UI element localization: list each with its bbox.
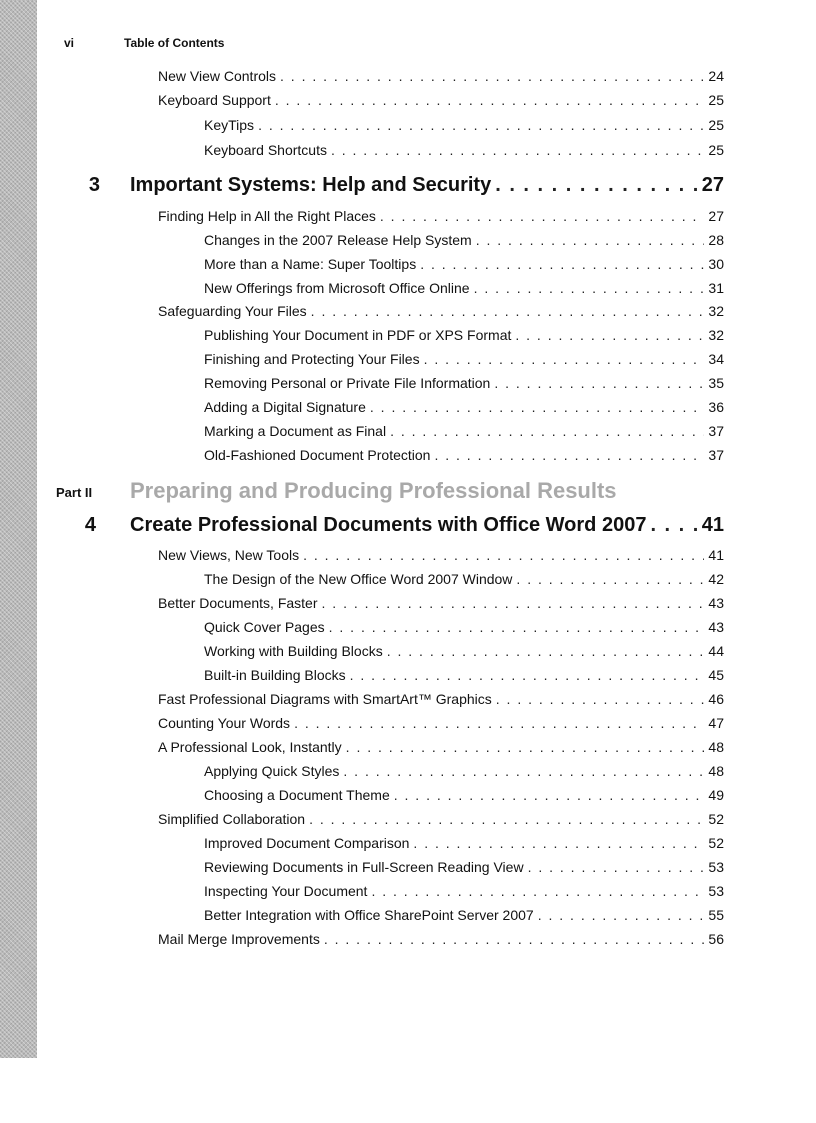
toc-entry-title: Choosing a Document Theme bbox=[204, 787, 390, 803]
toc-entry-title: New Views, New Tools bbox=[158, 547, 300, 563]
toc-entry-page: 48 bbox=[708, 739, 724, 755]
toc-chapter-3[interactable] bbox=[130, 174, 724, 202]
toc-entry-page: 35 bbox=[708, 375, 724, 391]
dot-leader bbox=[496, 691, 705, 707]
toc-entry-page: 43 bbox=[708, 595, 724, 611]
toc-entry-title: Inspecting Your Document bbox=[204, 883, 368, 899]
toc-entry-title: Changes in the 2007 Release Help System bbox=[204, 232, 472, 248]
chapter-number: 3 bbox=[88, 174, 100, 196]
dot-leader bbox=[424, 351, 705, 367]
dot-leader bbox=[515, 327, 704, 343]
toc-entry-page: 27 bbox=[708, 208, 724, 224]
toc-entry-keytips[interactable] bbox=[204, 117, 724, 139]
toc-entry-page: 55 bbox=[708, 907, 724, 923]
dot-leader bbox=[258, 117, 704, 133]
toc-entry[interactable] bbox=[204, 763, 724, 785]
toc-entry[interactable] bbox=[204, 883, 724, 905]
toc-entry-page: 53 bbox=[708, 859, 724, 875]
toc-entry-keyboard-shortcuts[interactable] bbox=[204, 142, 724, 164]
chapter-page: 41 bbox=[701, 514, 724, 536]
toc-entry-title: The Design of the New Office Word 2007 Window bbox=[204, 571, 513, 587]
dot-leader bbox=[324, 931, 705, 947]
running-head-title: Table of Contents bbox=[124, 36, 225, 50]
toc-entry-page: 28 bbox=[708, 232, 724, 248]
toc-entry-page: 31 bbox=[708, 280, 724, 296]
toc-entry[interactable] bbox=[158, 208, 724, 230]
toc-entry[interactable] bbox=[158, 547, 724, 569]
toc-entry-title: Finding Help in All the Right Places bbox=[158, 208, 376, 224]
toc-entry[interactable] bbox=[204, 619, 724, 641]
toc-entry-page: 49 bbox=[708, 787, 724, 803]
running-head bbox=[0, 36, 816, 54]
toc-entry-page: 52 bbox=[708, 835, 724, 851]
toc-entry[interactable] bbox=[204, 907, 724, 929]
toc-entry[interactable] bbox=[158, 691, 724, 713]
toc-entry-title: Quick Cover Pages bbox=[204, 619, 325, 635]
toc-entry-page: 37 bbox=[708, 447, 724, 463]
dot-leader bbox=[650, 514, 697, 537]
dot-leader bbox=[528, 859, 705, 875]
toc-entry-page: 25 bbox=[708, 142, 724, 158]
toc-entry-page: 52 bbox=[708, 811, 724, 827]
chapter-page: 27 bbox=[701, 174, 724, 196]
dot-leader bbox=[294, 715, 704, 731]
toc-entry-title: Finishing and Protecting Your Files bbox=[204, 351, 420, 367]
chapter-title: Create Professional Documents with Office Word 2007 bbox=[130, 514, 647, 536]
dot-leader bbox=[495, 174, 698, 197]
toc-entry[interactable] bbox=[204, 399, 724, 421]
toc-entry-title: Built-in Building Blocks bbox=[204, 667, 346, 683]
dot-leader bbox=[275, 92, 705, 108]
dot-leader bbox=[516, 571, 704, 587]
toc-entry[interactable] bbox=[204, 280, 724, 302]
toc-entry-title: Better Documents, Faster bbox=[158, 595, 318, 611]
toc-entry[interactable] bbox=[204, 351, 724, 373]
page-edge-spine bbox=[0, 0, 37, 1058]
toc-entry[interactable] bbox=[204, 571, 724, 593]
toc-entry[interactable] bbox=[158, 303, 724, 325]
toc-entry[interactable] bbox=[204, 327, 724, 349]
dot-leader bbox=[329, 619, 705, 635]
toc-entry-title: Safeguarding Your Files bbox=[158, 303, 307, 319]
dot-leader bbox=[343, 763, 704, 779]
toc-entry-title: Removing Personal or Private File Information bbox=[204, 375, 491, 391]
dot-leader bbox=[280, 68, 704, 84]
dot-leader bbox=[420, 256, 704, 272]
part-title[interactable]: Preparing and Producing Professional Results bbox=[130, 478, 617, 503]
dot-leader bbox=[309, 811, 704, 827]
toc-entry-page: 46 bbox=[708, 691, 724, 707]
dot-leader bbox=[387, 643, 705, 659]
dot-leader bbox=[303, 547, 704, 563]
toc-entry-page: 56 bbox=[708, 931, 724, 947]
toc-entry-title: A Professional Look, Instantly bbox=[158, 739, 342, 755]
toc-entry[interactable] bbox=[204, 423, 724, 445]
toc-entry[interactable] bbox=[204, 232, 724, 254]
dot-leader bbox=[538, 907, 705, 923]
dot-leader bbox=[370, 399, 705, 415]
dot-leader bbox=[474, 280, 705, 296]
toc-entry-page: 44 bbox=[708, 643, 724, 659]
toc-entry-title: Marking a Document as Final bbox=[204, 423, 387, 439]
dot-leader bbox=[390, 423, 704, 439]
page-folio: vi bbox=[64, 36, 75, 50]
toc-entry-title: Old-Fashioned Document Protection bbox=[204, 447, 431, 463]
toc-entry-title: Keyboard Shortcuts bbox=[204, 142, 327, 158]
dot-leader bbox=[350, 667, 705, 683]
toc-entry[interactable] bbox=[204, 859, 724, 881]
toc-entry[interactable] bbox=[204, 643, 724, 665]
toc-entry-title: Improved Document Comparison bbox=[204, 835, 410, 851]
dot-leader bbox=[434, 447, 704, 463]
toc-entry[interactable] bbox=[204, 256, 724, 278]
toc-entry-title: More than a Name: Super Tooltips bbox=[204, 256, 417, 272]
toc-entry[interactable] bbox=[158, 595, 724, 617]
toc-entry[interactable] bbox=[158, 739, 724, 761]
toc-entry-new-view-controls[interactable] bbox=[158, 68, 724, 90]
toc-entry-page: 34 bbox=[708, 351, 724, 367]
toc-entry-page: 41 bbox=[708, 547, 724, 563]
toc-entry-page: 30 bbox=[708, 256, 724, 272]
dot-leader bbox=[394, 787, 705, 803]
dot-leader bbox=[371, 883, 704, 899]
toc-entry[interactable] bbox=[204, 375, 724, 397]
toc-entry[interactable] bbox=[204, 667, 724, 689]
toc-chapter-4[interactable] bbox=[130, 514, 724, 542]
dot-leader bbox=[476, 232, 705, 248]
toc-entry[interactable] bbox=[158, 931, 724, 953]
toc-entry-page: 48 bbox=[708, 763, 724, 779]
toc-entry-title: Counting Your Words bbox=[158, 715, 291, 731]
toc-entry-title: Keyboard Support bbox=[158, 92, 271, 108]
toc-entry-title: New Offerings from Microsoft Office Online bbox=[204, 280, 470, 296]
toc-entry-title: Fast Professional Diagrams with SmartArt™ Graphics bbox=[158, 691, 492, 707]
toc-entry-title: Publishing Your Document in PDF or XPS Format bbox=[204, 327, 512, 343]
toc-entry-page: 53 bbox=[708, 883, 724, 899]
part-label: Part II bbox=[56, 485, 93, 500]
toc-entry-title: Applying Quick Styles bbox=[204, 763, 340, 779]
chapter-number: 4 bbox=[84, 514, 96, 536]
toc-entry-title: Better Integration with Office SharePoint Server 2007 bbox=[204, 907, 534, 923]
toc-entry-page: 25 bbox=[708, 117, 724, 133]
toc-entry-title: Simplified Collaboration bbox=[158, 811, 306, 827]
toc-entry-page: 45 bbox=[708, 667, 724, 683]
toc-entry-title: Adding a Digital Signature bbox=[204, 399, 366, 415]
toc-entry-title: KeyTips bbox=[204, 117, 255, 133]
toc-entry-title: Mail Merge Improvements bbox=[158, 931, 320, 947]
toc-entry-page: 32 bbox=[708, 303, 724, 319]
dot-leader bbox=[331, 142, 704, 158]
dot-leader bbox=[346, 739, 705, 755]
dot-leader bbox=[322, 595, 705, 611]
dot-leader bbox=[413, 835, 704, 851]
toc-entry-keyboard-support[interactable] bbox=[158, 92, 724, 114]
toc-entry-page: 47 bbox=[708, 715, 724, 731]
dot-leader bbox=[380, 208, 705, 224]
toc-entry-title: Working with Building Blocks bbox=[204, 643, 383, 659]
toc-entry[interactable] bbox=[158, 715, 724, 737]
toc-entry-page: 43 bbox=[708, 619, 724, 635]
dot-leader bbox=[311, 303, 705, 319]
chapter-title: Important Systems: Help and Security bbox=[130, 174, 492, 196]
toc-entry-page: 42 bbox=[708, 571, 724, 587]
toc-entry[interactable] bbox=[204, 835, 724, 857]
dot-leader bbox=[494, 375, 704, 391]
toc-entry-page: 37 bbox=[708, 423, 724, 439]
toc-entry-page: 24 bbox=[708, 68, 724, 84]
toc-entry-title: New View Controls bbox=[158, 68, 277, 84]
toc-entry[interactable] bbox=[204, 447, 724, 469]
toc-entry-page: 32 bbox=[708, 327, 724, 343]
toc-entry-page: 25 bbox=[708, 92, 724, 108]
toc-entry[interactable] bbox=[158, 811, 724, 833]
toc-entry-title: Reviewing Documents in Full-Screen Reading View bbox=[204, 859, 524, 875]
toc-entry[interactable] bbox=[204, 787, 724, 809]
toc-entry-page: 36 bbox=[708, 399, 724, 415]
